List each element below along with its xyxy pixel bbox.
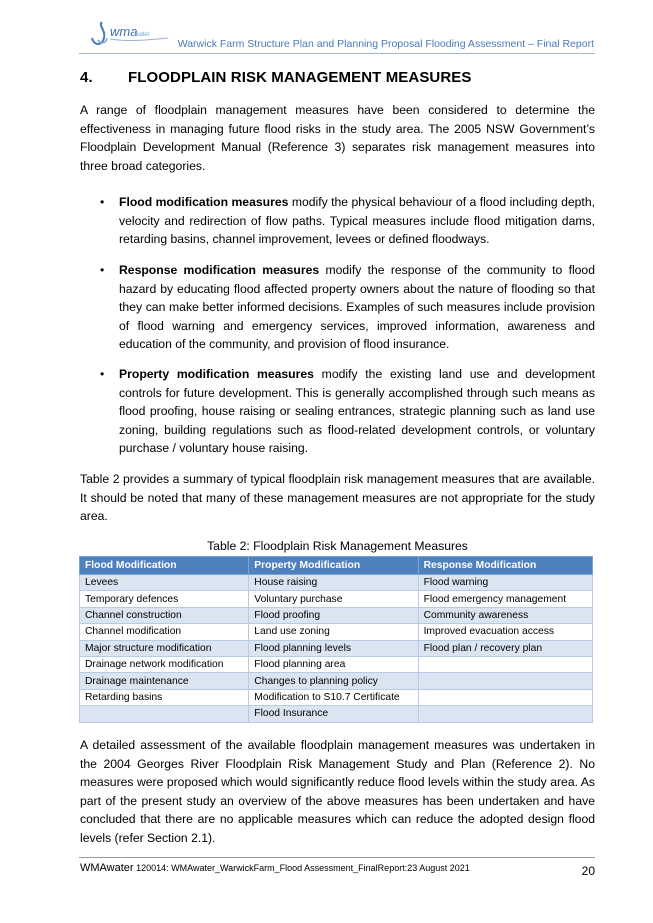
footer-reference: 120014: WMAwater_WarwickFarm_Flood Assessment_FinalReport:23 August 2021 <box>133 863 470 873</box>
table-cell: Flood warning <box>418 575 592 591</box>
table-row <box>80 706 593 722</box>
table-row <box>80 607 593 623</box>
logo-subtext: water <box>135 32 150 38</box>
bullet-bold: Property modification measures <box>119 367 314 381</box>
bullet-response-modification <box>80 261 595 354</box>
table-cell: Retarding basins <box>80 689 249 705</box>
header-title: Warwick Farm Structure Plan and Planning Proposal Flooding Assessment – Final Report <box>177 38 594 50</box>
bullet-flood-modification <box>80 193 595 249</box>
conclusion-paragraph: A detailed assessment of the available floodplain management measures was undertaken in the 2004 Georges River Floodplain Risk Management Study and Plan (Reference 2). No measures were proposed which would significantly reduce flood levels within the study area. As part of the present study an overview of the above measures has been undertaken and have concluded that there are no applicable measures which can reduce the adopted design flood levels (refer Section 2.1). <box>80 738 595 845</box>
table-cell <box>418 673 592 689</box>
table-row <box>80 575 593 591</box>
footer-text <box>80 862 470 874</box>
bullet-icon: • <box>100 367 105 381</box>
wma-logo <box>88 16 188 50</box>
table-cell: Channel modification <box>80 624 249 640</box>
bullet-bold: Response modification measures <box>119 263 320 277</box>
table-cell: Drainage network modification <box>80 656 249 672</box>
bullet-icon: • <box>100 263 105 277</box>
table-cell: Temporary defences <box>80 591 249 607</box>
table-cell: Channel construction <box>80 607 249 623</box>
measures-table <box>79 556 593 723</box>
table-cell: Improved evacuation access <box>418 624 592 640</box>
table-cell: Flood planning area <box>249 656 418 672</box>
column-header: Property Modification <box>249 557 418 575</box>
table-row <box>80 640 593 656</box>
footer-divider <box>79 857 595 858</box>
table-cell: Flood emergency management <box>418 591 592 607</box>
table-row <box>80 591 593 607</box>
bullet-property-modification <box>80 365 595 458</box>
page-number: 20 <box>581 864 595 878</box>
table-cell: Modification to S10.7 Certificate <box>249 689 418 705</box>
section-number: 4. <box>80 69 93 86</box>
table-cell: Flood planning levels <box>249 640 418 656</box>
table-cell: Voluntary purchase <box>249 591 418 607</box>
footer-brand: WMAwater <box>80 862 134 874</box>
table-cell <box>418 656 592 672</box>
table-intro-paragraph: Table 2 provides a summary of typical floodplain risk management measures that are available. It should be noted that many of these management measures are not appropriate for the study area. <box>80 472 595 523</box>
table-row <box>80 673 593 689</box>
table-cell <box>418 706 592 722</box>
table-header-row <box>80 557 593 575</box>
bullet-bold: Flood modification measures <box>119 195 289 209</box>
table-cell: Levees <box>80 575 249 591</box>
wma-logo-icon <box>88 16 188 50</box>
table-cell: House raising <box>249 575 418 591</box>
section-heading <box>80 69 472 86</box>
table-cell: Community awareness <box>418 607 592 623</box>
bullet-text: modify the response of the community to flood hazard by educating flood affected property owners about the nature of flooding so that they can make better informed decisions. Examples of such measures include provision of flood warning and emergency services, improved information, awareness and education of the community, and provision of flood insurance. <box>119 263 595 351</box>
column-header: Flood Modification <box>80 557 249 575</box>
table-row <box>80 624 593 640</box>
logo-text: wma <box>110 24 138 39</box>
table-cell: Flood plan / recovery plan <box>418 640 592 656</box>
bullet-text: modify the existing land use and development controls for future development. This is generally accomplished through such means as flood proofing, house raising or sealing entrances, strategic planning such as land use zoning, building regulations such as flood-related development controls, or voluntary purchase / voluntary house raising. <box>119 367 595 455</box>
table-cell: Drainage maintenance <box>80 673 249 689</box>
table-row <box>80 656 593 672</box>
table-row <box>80 689 593 705</box>
intro-paragraph: A range of floodplain management measures have been considered to determine the effectiveness in managing future flood risks in the study area. The 2005 NSW Government’s Floodplain Development Manual (Reference 3) separates risk management measures into three broad categories. <box>80 103 595 173</box>
bullet-text: modify the physical behaviour of a flood including depth, velocity and redirection of flow paths. Typical measures include flood mitigation dams, retarding basins, channel improvement, levees or defined floodways. <box>119 195 595 246</box>
section-title: FLOODPLAIN RISK MANAGEMENT MEASURES <box>128 69 472 86</box>
table-cell: Flood proofing <box>249 607 418 623</box>
table-cell: Major structure modification <box>80 640 249 656</box>
bullet-icon: • <box>100 195 105 209</box>
table-cell <box>80 706 249 722</box>
column-header: Response Modification <box>418 557 592 575</box>
table-caption: Table 2: Floodplain Risk Management Measures <box>207 539 468 553</box>
table-cell: Changes to planning policy <box>249 673 418 689</box>
table-cell <box>418 689 592 705</box>
table-cell: Flood Insurance <box>249 706 418 722</box>
table-cell: Land use zoning <box>249 624 418 640</box>
header-divider <box>79 53 595 54</box>
